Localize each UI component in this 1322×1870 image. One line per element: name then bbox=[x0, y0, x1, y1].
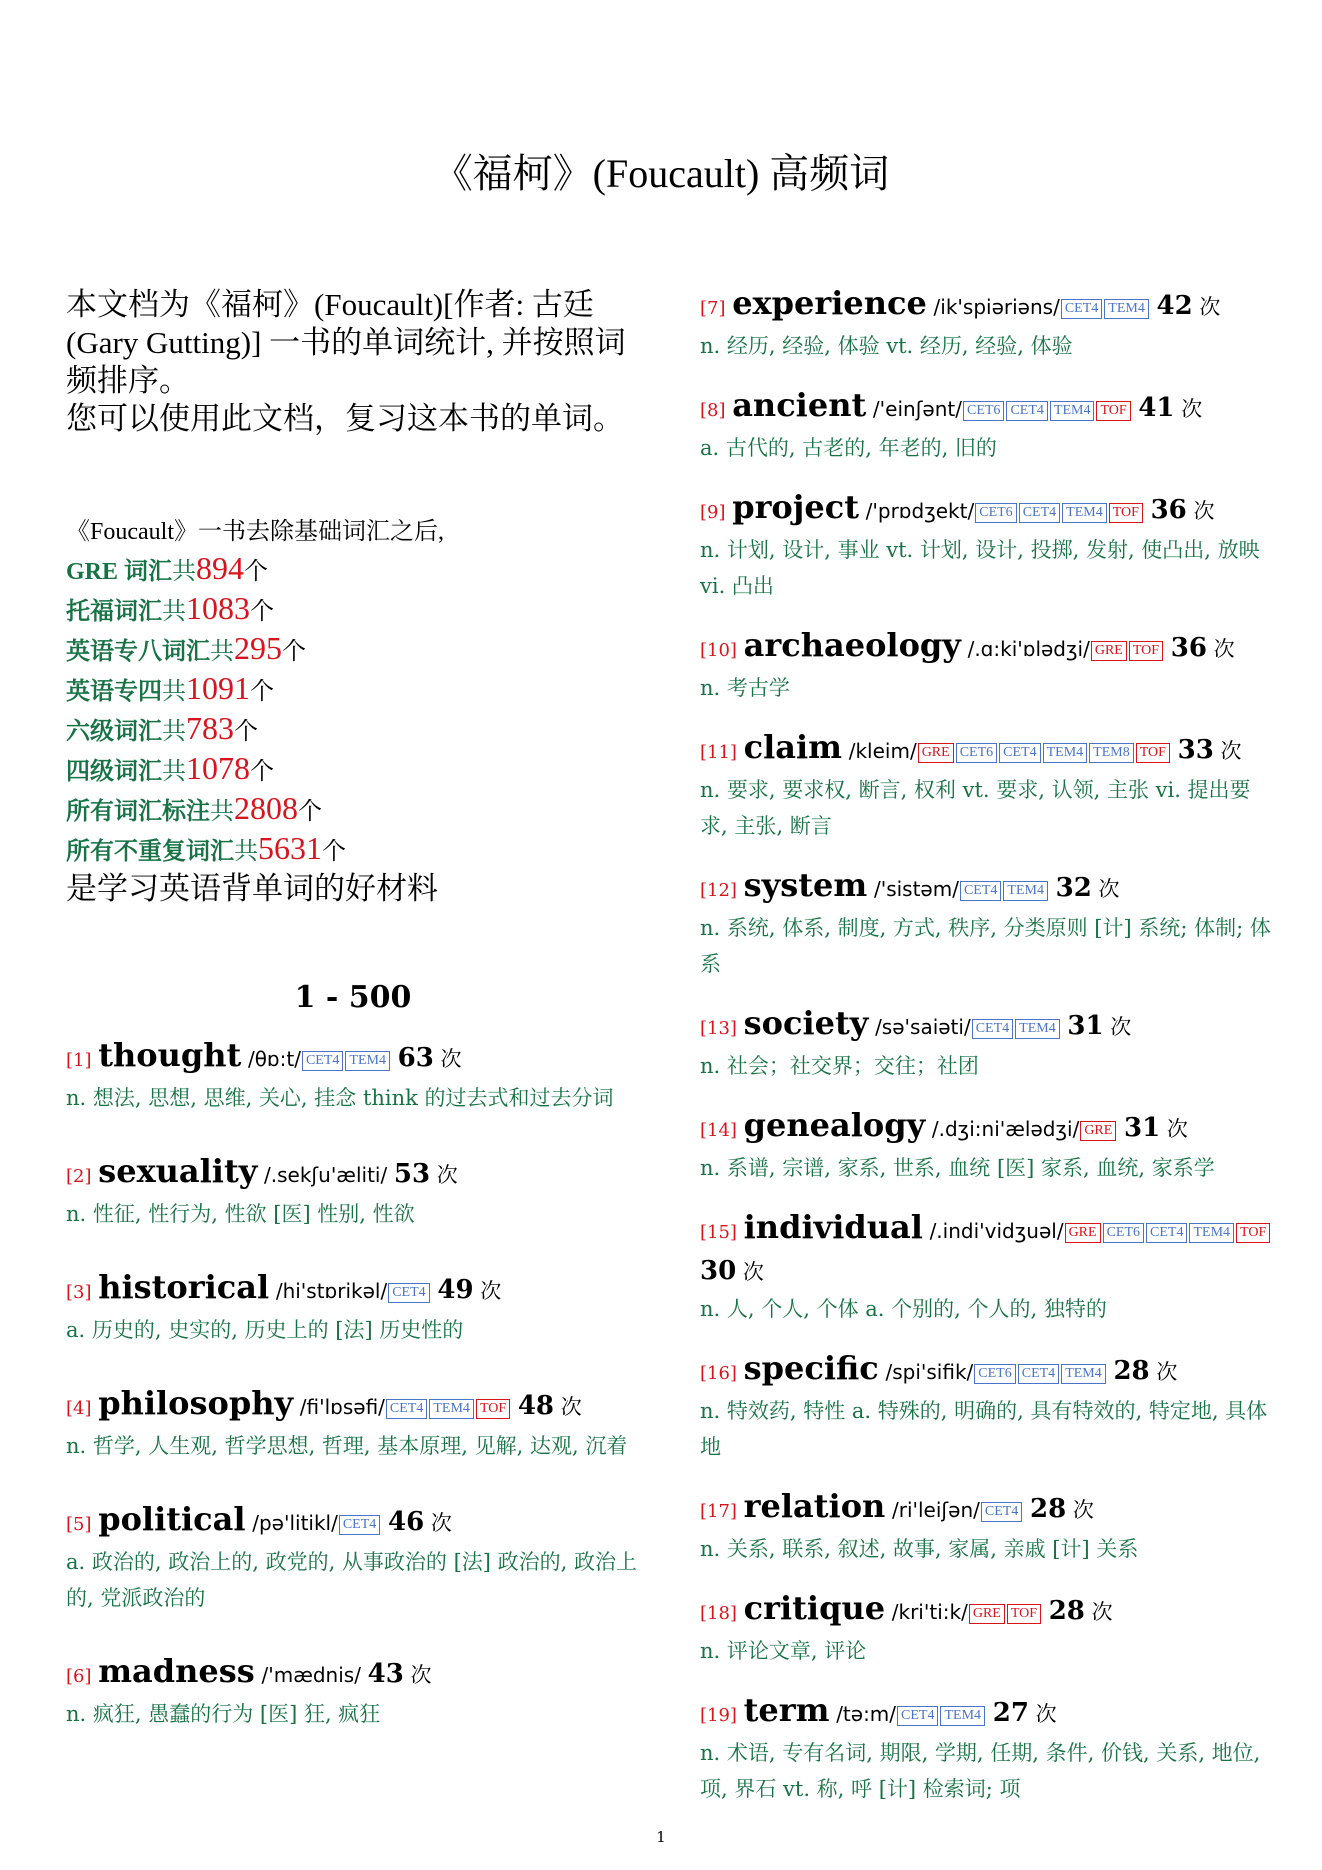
stat-number: 5631 bbox=[258, 830, 322, 866]
stat-line bbox=[66, 670, 640, 710]
stat-number: 783 bbox=[186, 710, 234, 746]
stat-unit: 个 bbox=[250, 759, 274, 785]
stat-line bbox=[66, 630, 640, 670]
stat-unit: 个 bbox=[322, 839, 346, 865]
entry-definition: n. 想法, 思想, 思维, 关心, 挂念 think 的过去式和过去分词 bbox=[66, 1086, 614, 1110]
entry-word: term bbox=[743, 1691, 830, 1729]
stat-connector: 共 bbox=[162, 759, 186, 785]
entry-phonetic: /sə'saiəti/ bbox=[875, 1015, 971, 1039]
entry-definition: n. 术语, 专有名词, 期限, 学期, 任期, 条件, 价钱, 关系, 地位, 项, 界石 vt. 称, 呼 [计] 检索词; 项 bbox=[700, 1741, 1261, 1801]
entry-word: philosophy bbox=[98, 1384, 294, 1422]
entry-word: ancient bbox=[732, 386, 867, 424]
stat-label: 托福词汇 bbox=[66, 599, 162, 625]
stat-number: 1078 bbox=[186, 750, 250, 786]
entry-phonetic: /kri'ti:k/ bbox=[891, 1600, 968, 1624]
entry-phonetic: /fi'lɒsəfi/ bbox=[299, 1395, 385, 1419]
entry-definition: n. 考古学 bbox=[700, 676, 790, 700]
count-suffix: 次 bbox=[1166, 1117, 1188, 1141]
entry-phonetic: /tə:m/ bbox=[836, 1702, 897, 1726]
entry-phonetic: /'einʃənt/ bbox=[872, 397, 962, 421]
entry-count: 43 bbox=[367, 1659, 404, 1689]
entry-count: 27 bbox=[992, 1698, 1029, 1728]
stats-list bbox=[66, 550, 640, 870]
word-entry bbox=[66, 1268, 644, 1348]
exam-tag: TEM4 bbox=[940, 1706, 985, 1726]
word-entry bbox=[66, 1652, 644, 1732]
entry-header bbox=[700, 386, 1272, 430]
stat-connector: 共 bbox=[210, 799, 234, 825]
entry-header bbox=[700, 284, 1272, 328]
entry-word: project bbox=[732, 488, 859, 526]
word-entry bbox=[700, 1004, 1272, 1084]
entry-phonetic: /spi'sifik/ bbox=[885, 1360, 974, 1384]
count-suffix: 次 bbox=[1220, 739, 1242, 763]
right-column bbox=[700, 284, 1272, 1829]
exam-tag: CET4 bbox=[339, 1515, 380, 1535]
entry-word: system bbox=[743, 866, 868, 904]
entry-count: 46 bbox=[387, 1507, 425, 1537]
intro-paragraph bbox=[66, 286, 640, 438]
count-suffix: 次 bbox=[480, 1279, 502, 1303]
exam-tag: CET4 bbox=[972, 1019, 1013, 1039]
intro-line-2: 您可以使用此文档，复习这本书的单词。 bbox=[66, 401, 624, 436]
exam-tag: TEM4 bbox=[1050, 401, 1095, 421]
stat-connector: 共 bbox=[162, 679, 186, 705]
entry-phonetic: /.indi'vidʒuəl/ bbox=[929, 1219, 1064, 1243]
entry-phonetic: /ri'leiʃən/ bbox=[891, 1498, 980, 1522]
entry-phonetic: /kleim/ bbox=[848, 739, 917, 763]
stat-number: 1091 bbox=[186, 670, 250, 706]
exam-tag: CET4 bbox=[960, 881, 1001, 901]
word-entry bbox=[700, 1487, 1272, 1567]
entry-word: sexuality bbox=[98, 1152, 258, 1190]
word-entry bbox=[700, 386, 1272, 466]
entry-phonetic: /.sekʃu'æliti/ bbox=[264, 1163, 388, 1187]
stat-line bbox=[66, 550, 640, 590]
exam-tag: TEM4 bbox=[345, 1051, 390, 1071]
stat-connector: 共 bbox=[172, 559, 197, 585]
stats-lead: 《Foucault》一书去除基础词汇之后, bbox=[66, 519, 444, 545]
entry-count: 53 bbox=[393, 1159, 431, 1189]
entry-phonetic: /'mædnis/ bbox=[261, 1663, 361, 1687]
entry-definition: n. 特效药, 特性 a. 特殊的, 明确的, 具有特效的, 特定地, 具体地 bbox=[700, 1399, 1268, 1459]
entry-index: [18] bbox=[700, 1603, 737, 1624]
entry-index: [17] bbox=[700, 1501, 737, 1522]
exam-tag: TOF bbox=[1007, 1604, 1041, 1624]
left-column bbox=[66, 1036, 644, 1768]
word-entry bbox=[66, 1152, 644, 1232]
entry-definition: a. 古代的, 古老的, 年老的, 旧的 bbox=[700, 436, 997, 460]
stat-label: 所有不重复词汇 bbox=[66, 839, 234, 865]
exam-tag: TEM4 bbox=[1043, 743, 1088, 763]
word-entry bbox=[66, 1036, 644, 1116]
entry-definition: n. 系统, 体系, 制度, 方式, 秩序, 分类原则 [计] 系统; 体制; 体系 bbox=[700, 916, 1271, 976]
exam-tag: CET4 bbox=[897, 1706, 938, 1726]
entry-header bbox=[700, 1004, 1272, 1048]
exam-tag: CET4 bbox=[1006, 401, 1047, 421]
stat-unit: 个 bbox=[282, 639, 306, 665]
entry-count: 49 bbox=[437, 1275, 474, 1305]
exam-tag: CET4 bbox=[1019, 503, 1060, 523]
stat-label: 四级词汇 bbox=[66, 759, 162, 785]
entry-count: 31 bbox=[1124, 1113, 1161, 1143]
entry-index: [1] bbox=[66, 1050, 92, 1071]
word-entry bbox=[700, 1691, 1272, 1807]
exam-tag: TOF bbox=[476, 1399, 510, 1419]
word-entry bbox=[700, 866, 1272, 982]
entry-count: 36 bbox=[1170, 633, 1207, 663]
stat-number: 894 bbox=[196, 550, 245, 586]
entry-index: [19] bbox=[700, 1705, 737, 1726]
stat-unit: 个 bbox=[234, 719, 258, 745]
entry-count: 36 bbox=[1150, 495, 1187, 525]
entry-count: 63 bbox=[397, 1043, 434, 1073]
exam-tag: TEM4 bbox=[429, 1399, 474, 1419]
exam-tag: TOF bbox=[1096, 401, 1130, 421]
range-heading: 1 - 500 bbox=[294, 980, 412, 1015]
count-suffix: 次 bbox=[1110, 1015, 1132, 1039]
entry-index: [10] bbox=[700, 640, 737, 661]
count-suffix: 次 bbox=[1035, 1702, 1057, 1726]
entry-definition: n. 人, 个人, 个体 a. 个别的, 个人的, 独特的 bbox=[700, 1297, 1107, 1321]
exam-tag: GRE bbox=[969, 1604, 1005, 1624]
entry-index: [12] bbox=[700, 880, 737, 901]
entry-definition: n. 哲学, 人生观, 哲学思想, 哲理, 基本原理, 见解, 达观, 沉着 bbox=[66, 1434, 628, 1458]
entry-count: 28 bbox=[1113, 1356, 1150, 1386]
entry-count: 28 bbox=[1048, 1596, 1085, 1626]
word-entry bbox=[700, 284, 1272, 364]
entry-word: critique bbox=[743, 1589, 886, 1627]
exam-tag: CET4 bbox=[302, 1051, 343, 1071]
stat-label: 所有词汇标注 bbox=[66, 799, 210, 825]
entry-header bbox=[700, 1349, 1272, 1393]
exam-tag: CET6 bbox=[974, 1364, 1015, 1384]
exam-tag: CET4 bbox=[981, 1502, 1022, 1522]
stat-unit: 个 bbox=[298, 799, 322, 825]
count-suffix: 次 bbox=[1199, 295, 1221, 319]
word-entry bbox=[700, 1349, 1272, 1465]
count-suffix: 次 bbox=[436, 1163, 458, 1187]
entry-header bbox=[66, 1152, 644, 1196]
entry-definition: n. 计划, 设计, 事业 vt. 计划, 设计, 投掷, 发射, 使凸出, 放映 vi. 凸出 bbox=[700, 538, 1260, 598]
exam-tag: TOF bbox=[1129, 641, 1163, 661]
stat-number: 295 bbox=[234, 630, 282, 666]
entry-word: thought bbox=[98, 1036, 242, 1074]
stat-line bbox=[66, 790, 640, 830]
entry-index: [6] bbox=[66, 1666, 92, 1687]
entry-header bbox=[700, 866, 1272, 910]
stat-line bbox=[66, 750, 640, 790]
entry-count: 28 bbox=[1030, 1494, 1067, 1524]
entry-index: [5] bbox=[66, 1514, 92, 1535]
exam-tag: CET6 bbox=[963, 401, 1004, 421]
count-suffix: 次 bbox=[1193, 499, 1215, 523]
entry-index: [4] bbox=[66, 1398, 92, 1419]
page-title: 《福柯》(Foucault) 高频词 bbox=[432, 151, 890, 196]
entry-header bbox=[66, 1268, 644, 1312]
exam-tag: CET6 bbox=[956, 743, 997, 763]
entry-word: genealogy bbox=[743, 1106, 926, 1144]
entry-word: specific bbox=[743, 1349, 879, 1387]
exam-tag: CET4 bbox=[1061, 299, 1102, 319]
stat-unit: 个 bbox=[250, 679, 274, 705]
entry-header bbox=[700, 626, 1272, 670]
stat-line bbox=[66, 710, 640, 750]
entry-index: [8] bbox=[700, 400, 726, 421]
entry-index: [11] bbox=[700, 742, 737, 763]
entry-word: madness bbox=[98, 1652, 255, 1690]
stat-line bbox=[66, 830, 640, 870]
count-suffix: 次 bbox=[1213, 637, 1235, 661]
count-suffix: 次 bbox=[430, 1511, 452, 1535]
word-entry bbox=[66, 1500, 644, 1616]
exam-tag: CET4 bbox=[1018, 1364, 1059, 1384]
count-suffix: 次 bbox=[742, 1260, 764, 1284]
entry-header bbox=[700, 1208, 1272, 1291]
entry-index: [15] bbox=[700, 1222, 737, 1243]
entry-phonetic: /.dʒi:ni'ælədʒi/ bbox=[931, 1117, 1080, 1141]
stats-block bbox=[66, 514, 640, 908]
word-entry bbox=[700, 488, 1272, 604]
entry-header bbox=[700, 1487, 1272, 1531]
entry-header bbox=[66, 1384, 644, 1428]
entry-definition: n. 经历, 经验, 体验 vt. 经历, 经验, 体验 bbox=[700, 334, 1073, 358]
entry-count: 31 bbox=[1067, 1011, 1104, 1041]
exam-tag: TEM4 bbox=[1062, 503, 1107, 523]
entry-header bbox=[66, 1500, 644, 1544]
count-suffix: 次 bbox=[1098, 877, 1120, 901]
count-suffix: 次 bbox=[560, 1395, 582, 1419]
count-suffix: 次 bbox=[1156, 1360, 1178, 1384]
exam-tag: TEM4 bbox=[1061, 1364, 1106, 1384]
exam-tag: CET4 bbox=[386, 1399, 427, 1419]
entry-header bbox=[700, 488, 1272, 532]
word-entry bbox=[700, 1208, 1272, 1327]
stats-tail: 是学习英语背单词的好材料 bbox=[66, 871, 438, 906]
entry-phonetic: /.ɑ:ki'ɒlədʒi/ bbox=[967, 637, 1090, 661]
entry-header bbox=[700, 1589, 1272, 1633]
word-entry bbox=[66, 1384, 644, 1464]
stat-label: GRE 词汇 bbox=[66, 559, 173, 585]
entry-definition: a. 历史的, 史实的, 历史上的 [法] 历史性的 bbox=[66, 1318, 464, 1342]
count-suffix: 次 bbox=[1091, 1600, 1113, 1624]
exam-tag: GRE bbox=[1080, 1121, 1116, 1141]
exam-tag: GRE bbox=[1065, 1223, 1101, 1243]
exam-tag: TEM4 bbox=[1189, 1223, 1234, 1243]
stat-number: 2808 bbox=[234, 790, 298, 826]
exam-tag: CET6 bbox=[975, 503, 1016, 523]
word-entry bbox=[700, 626, 1272, 706]
exam-tag: TEM8 bbox=[1089, 743, 1134, 763]
entry-index: [3] bbox=[66, 1282, 92, 1303]
entry-count: 48 bbox=[517, 1391, 555, 1421]
entry-word: archaeology bbox=[743, 626, 961, 664]
exam-tag: CET4 bbox=[1146, 1223, 1187, 1243]
entry-header bbox=[700, 728, 1272, 772]
entry-phonetic: /'prɒdʒekt/ bbox=[865, 499, 975, 523]
entry-index: [9] bbox=[700, 502, 726, 523]
entry-index: [7] bbox=[700, 298, 726, 319]
stat-connector: 共 bbox=[162, 599, 186, 625]
exam-tag: TOF bbox=[1136, 743, 1170, 763]
stat-label: 六级词汇 bbox=[66, 719, 162, 745]
entry-header bbox=[66, 1036, 644, 1080]
exam-tag: TOF bbox=[1236, 1223, 1270, 1243]
entry-word: political bbox=[98, 1500, 246, 1538]
word-entry bbox=[700, 1106, 1272, 1186]
exam-tag: TEM4 bbox=[1104, 299, 1149, 319]
entry-word: relation bbox=[743, 1487, 886, 1525]
entry-header bbox=[66, 1652, 644, 1696]
entry-definition: n. 评论文章, 评论 bbox=[700, 1639, 867, 1663]
entry-definition: n. 疯狂, 愚蠢的行为 [医] 狂, 疯狂 bbox=[66, 1702, 381, 1726]
exam-tag: TEM4 bbox=[1003, 881, 1048, 901]
entry-definition: n. 系谱, 宗谱, 家系, 世系, 血统 [医] 家系, 血统, 家系学 bbox=[700, 1156, 1215, 1180]
count-suffix: 次 bbox=[440, 1047, 462, 1071]
entry-phonetic: /θɒ:t/ bbox=[247, 1047, 301, 1071]
entry-phonetic: /'sistəm/ bbox=[873, 877, 959, 901]
exam-tag: GRE bbox=[918, 743, 954, 763]
stat-connector: 共 bbox=[210, 639, 234, 665]
entry-definition: a. 政治的, 政治上的, 政党的, 从事政治的 [法] 政治的, 政治上的, 党派政治的 bbox=[66, 1550, 638, 1610]
entry-count: 30 bbox=[700, 1256, 737, 1286]
entry-index: [2] bbox=[66, 1166, 92, 1187]
entry-definition: n. 要求, 要求权, 断言, 权利 vt. 要求, 认领, 主张 vi. 提出要求, 主张, 断言 bbox=[700, 778, 1251, 838]
entry-count: 41 bbox=[1138, 393, 1175, 423]
exam-tag: CET4 bbox=[388, 1283, 429, 1303]
entry-word: individual bbox=[743, 1208, 923, 1246]
entry-phonetic: /ik'spiəriəns/ bbox=[933, 295, 1060, 319]
stat-unit: 个 bbox=[250, 599, 274, 625]
entry-word: experience bbox=[732, 284, 927, 322]
entry-definition: n. 社会；社交界；交往；社团 bbox=[700, 1054, 979, 1078]
word-entry bbox=[700, 1589, 1272, 1669]
stat-label: 英语专八词汇 bbox=[66, 639, 210, 665]
stat-line bbox=[66, 590, 640, 630]
entry-phonetic: /pə'litikl/ bbox=[252, 1511, 338, 1535]
exam-tag: CET6 bbox=[1103, 1223, 1144, 1243]
entry-phonetic: /hi'stɒrikəl/ bbox=[275, 1279, 388, 1303]
exam-tag: TOF bbox=[1109, 503, 1143, 523]
stat-connector: 共 bbox=[234, 839, 258, 865]
entry-header bbox=[700, 1106, 1272, 1150]
exam-tag: GRE bbox=[1091, 641, 1127, 661]
count-suffix: 次 bbox=[1072, 1498, 1094, 1522]
entry-count: 32 bbox=[1055, 873, 1092, 903]
stat-number: 1083 bbox=[186, 590, 250, 626]
entry-header bbox=[700, 1691, 1272, 1735]
count-suffix: 次 bbox=[1181, 397, 1203, 421]
exam-tag: TEM4 bbox=[1015, 1019, 1060, 1039]
stat-label: 英语专四 bbox=[66, 679, 162, 705]
entry-index: [13] bbox=[700, 1018, 737, 1039]
entry-count: 33 bbox=[1177, 735, 1214, 765]
stat-connector: 共 bbox=[162, 719, 186, 745]
entry-word: historical bbox=[98, 1268, 270, 1306]
entry-count: 42 bbox=[1156, 291, 1193, 321]
word-entry bbox=[700, 728, 1272, 844]
intro-line-1: 本文档为《福柯》(Foucault)[作者: 古廷 (Gary Gutting)] 一书的单词统计, 并按照词频排序。 bbox=[66, 287, 626, 398]
stat-unit: 个 bbox=[244, 559, 269, 585]
page-number: 1 bbox=[656, 1828, 666, 1846]
entry-index: [14] bbox=[700, 1120, 737, 1141]
count-suffix: 次 bbox=[410, 1663, 432, 1687]
entry-index: [16] bbox=[700, 1363, 737, 1384]
entry-definition: n. 性征, 性行为, 性欲 [医] 性别, 性欲 bbox=[66, 1202, 415, 1226]
entry-definition: n. 关系, 联系, 叙述, 故事, 家属, 亲戚 [计] 关系 bbox=[700, 1537, 1139, 1561]
entry-word: claim bbox=[743, 728, 843, 766]
exam-tag: CET4 bbox=[999, 743, 1040, 763]
entry-word: society bbox=[743, 1004, 869, 1042]
